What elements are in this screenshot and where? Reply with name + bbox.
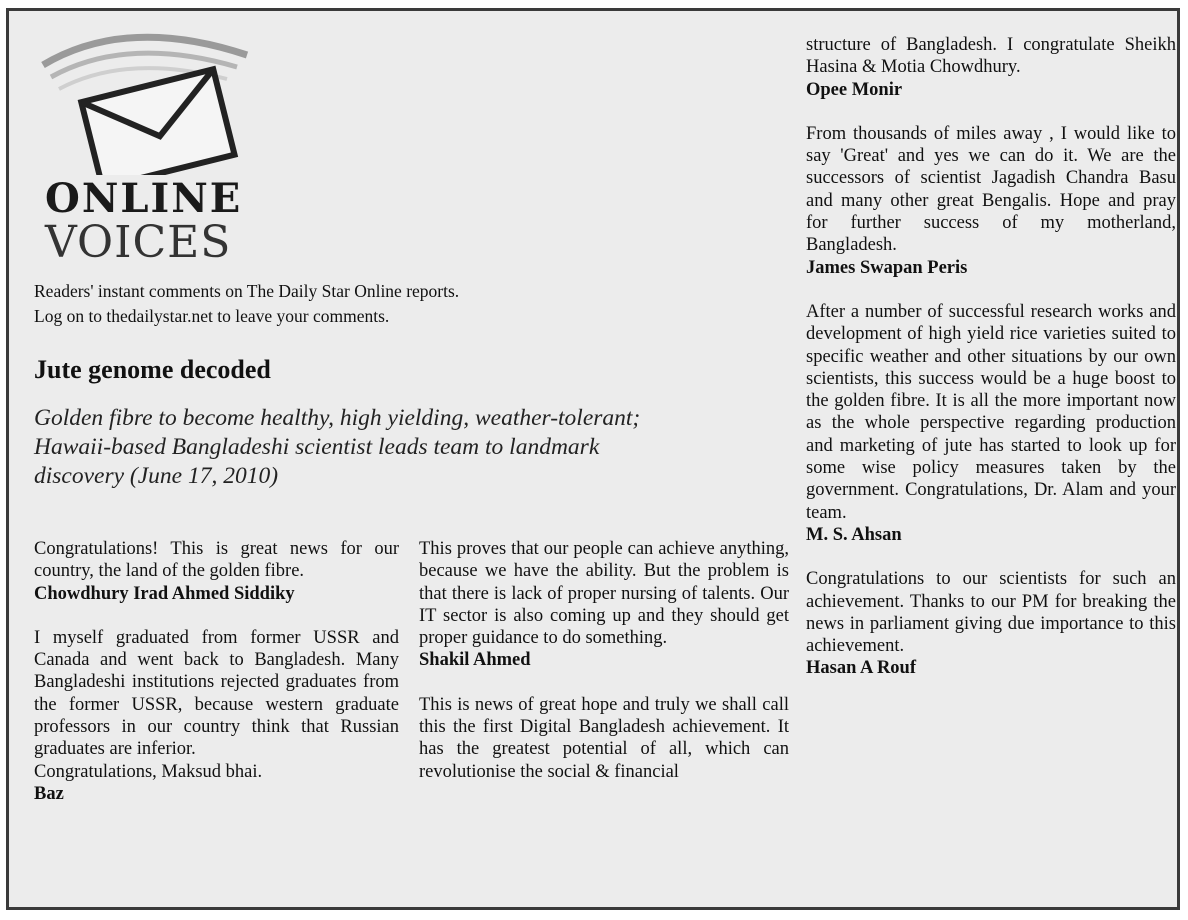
comment-text: This is news of great hope and truly we shall call this the first Digital Bangladesh achievement. It has the greatest potential of all, which can revolutionise the social & financial <box>419 694 789 782</box>
comment-text-continued: structure of Bangladesh. I congratulate Sheikh Hasina & Motia Chowdhury. <box>806 35 1176 78</box>
intro-line: Log on to thedailystar.net to leave your comments. <box>34 306 390 326</box>
comment-author: James Swapan Peris <box>806 257 968 278</box>
subhead-line: Golden fibre to become healthy, high yielding, weather-tolerant; <box>34 405 641 431</box>
page-frame <box>6 8 1180 910</box>
comment-text: Congratulations to our scientists for such an achievement. Thanks to our PM for breaking the news in parliament giving due importance to this achievement. <box>806 569 1176 657</box>
subhead-line: discovery (June 17, 2010) <box>34 463 279 489</box>
comment-author: M. S. Ahsan <box>806 524 902 545</box>
article-subhead <box>34 404 794 491</box>
comment-author: Chowdhury Irad Ahmed Siddiky <box>34 583 295 604</box>
comment-author: Shakil Ahmed <box>419 650 531 671</box>
column-3 <box>806 34 1176 680</box>
comment-closing: Congratulations, Maksud bhai. <box>34 761 263 782</box>
comment-text: After a number of successful research works and development of high yield rice varieties suited to specific weather and other situations by our own scientists, this success would be a huge boost to the golden fibre. It is all the more important now as the whole perspective regarding production and marketing of jute has started to look up for some wise policy measures taken by the government. Congratulations, Dr. Alam and your team. <box>806 301 1176 523</box>
column-1 <box>34 538 399 805</box>
comment-text: I myself graduated from former USSR and Canada and went back to Bangladesh. Many Bangladeshi institutions rejected graduates from the former USSR, because western graduate professors in our country think that Russian graduates are inferior. <box>34 627 399 760</box>
comment-text: This proves that our people can achieve anything, because we have the ability. But the problem is that there is lack of proper nursing of talents. Our IT sector is also coming up and they should get proper guidance to do something. <box>419 539 789 649</box>
comment-text: From thousands of miles away , I would like to say 'Great' and yes we can do it. We are the successors of scientist Jagadish Chandra Basu and many other great Bengalis. Hope and pray for further success of my motherland, Bangladesh. <box>806 123 1176 256</box>
comment-author: Hasan A Rouf <box>806 658 917 679</box>
subhead-line: Hawaii-based Bangladeshi scientist leads team to landmark <box>34 434 600 460</box>
online-voices-logo <box>37 25 267 270</box>
comment-author: Baz <box>34 783 64 804</box>
intro-line: Readers' instant comments on The Daily Star Online reports. <box>34 281 460 301</box>
logo-title-online: ONLINE <box>45 175 243 222</box>
column-2 <box>419 538 789 783</box>
logo-title-voices: VOICES <box>45 217 232 268</box>
comment-text: Congratulations! This is great news for our country, the land of the golden fibre. <box>34 539 399 582</box>
comment-author: Opee Monir <box>806 79 903 100</box>
envelope-icon <box>37 25 267 175</box>
intro-text <box>34 279 634 329</box>
article-headline: Jute genome decoded <box>34 355 271 384</box>
